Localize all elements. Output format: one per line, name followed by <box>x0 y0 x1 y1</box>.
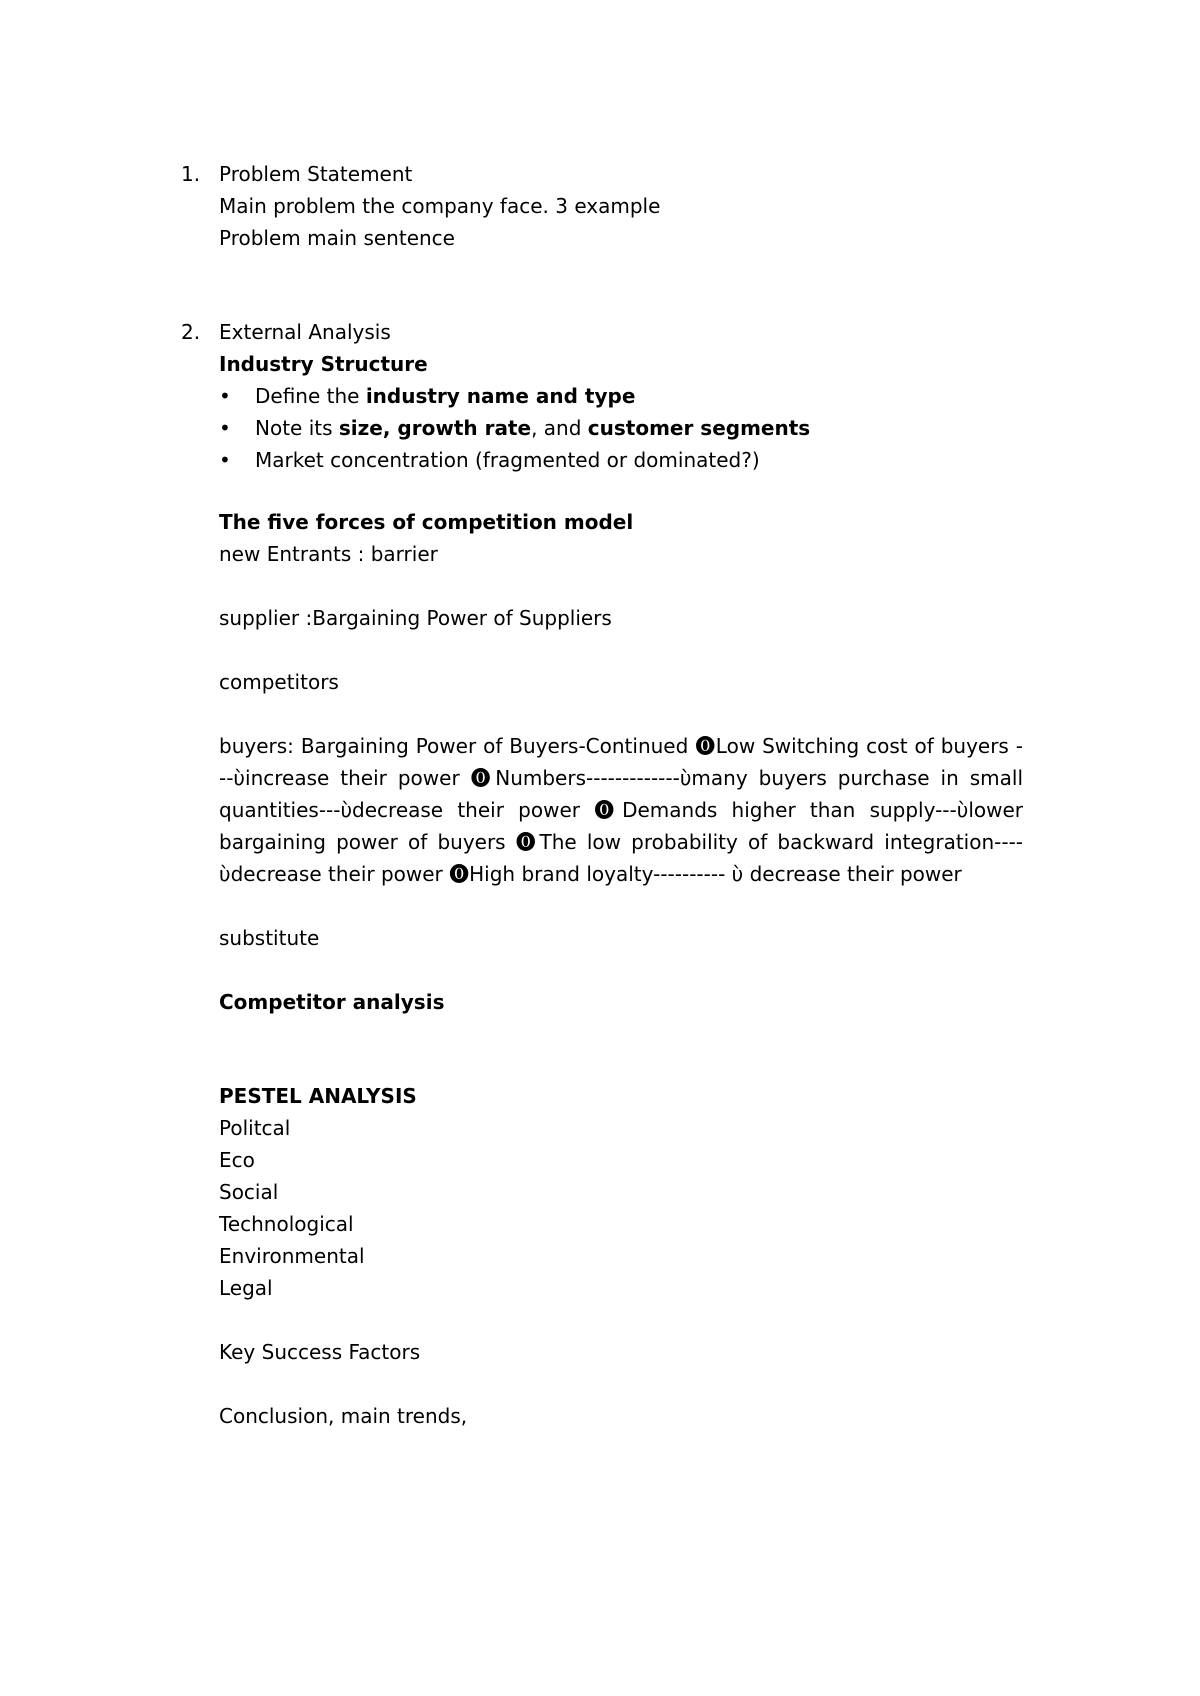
section-2-title: External Analysis <box>219 320 391 344</box>
key-success-factors: Key Success Factors <box>219 1340 421 1364</box>
bullet-text-bold: customer segments <box>587 416 811 440</box>
section-1-line-2: Problem main sentence <box>219 226 455 250</box>
bullet-icon: • <box>219 448 231 472</box>
bullet-text-plain: Note its <box>255 416 339 440</box>
bullet-text-bold: size, growth rate <box>338 416 532 440</box>
bullet-icon: • <box>219 416 231 440</box>
five-forces-competitors: competitors <box>219 670 339 694</box>
section-2 <box>219 316 1023 1432</box>
bullet-text-bold: industry name and type <box>365 384 636 408</box>
conclusion: Conclusion, main trends, <box>219 1404 468 1428</box>
five-forces-supplier: supplier :Bargaining Power of Suppliers <box>219 606 612 630</box>
bullet-text <box>255 412 810 444</box>
bullet-text: Market concentration (fragmented or dominated?) <box>255 448 760 472</box>
section-1-number: 1. <box>181 162 201 186</box>
five-forces-buyers-paragraph: buyers: Bargaining Power of Buyers-Continued ⓿Low Switching cost of buyers ---ὺincrease their power ⓿Numbers-------------ὺmany buyers purchase in small quantities---ὺdecrease their power ⓿Demands higher than supply---ὺlower bargaining power of buyers ⓿The low probability of backward integration----ὺdecrease their power ⓿High brand loyalty---------- ὺ decrease their power <box>219 734 1023 886</box>
five-forces-substitute: substitute <box>219 926 320 950</box>
section-1 <box>219 158 1023 254</box>
section-1-line-1: Main problem the company face. 3 example <box>219 194 661 218</box>
competitor-analysis-heading: Competitor analysis <box>219 990 445 1014</box>
pestel-heading: PESTEL ANALYSIS <box>219 1084 417 1108</box>
five-forces-heading: The five forces of competition model <box>219 510 634 534</box>
five-forces-new-entrants: new Entrants : barrier <box>219 542 438 566</box>
bullet-text-plain: , and <box>531 416 588 440</box>
industry-structure-heading: Industry Structure <box>219 352 428 376</box>
pestel-item: Legal <box>219 1276 273 1300</box>
bullet-text-plain: Define the <box>255 384 366 408</box>
bullet-text <box>255 380 635 412</box>
pestel-item: Environmental <box>219 1244 365 1268</box>
section-1-title: Problem Statement <box>219 162 413 186</box>
pestel-item: Technological <box>219 1212 354 1236</box>
pestel-item: Eco <box>219 1148 255 1172</box>
bullet-item <box>219 444 1023 476</box>
bullet-item <box>219 412 1023 444</box>
pestel-item: Politcal <box>219 1116 291 1140</box>
bullet-item <box>219 380 1023 412</box>
pestel-item: Social <box>219 1180 279 1204</box>
bullet-icon: • <box>219 384 231 408</box>
section-2-number: 2. <box>181 320 201 344</box>
